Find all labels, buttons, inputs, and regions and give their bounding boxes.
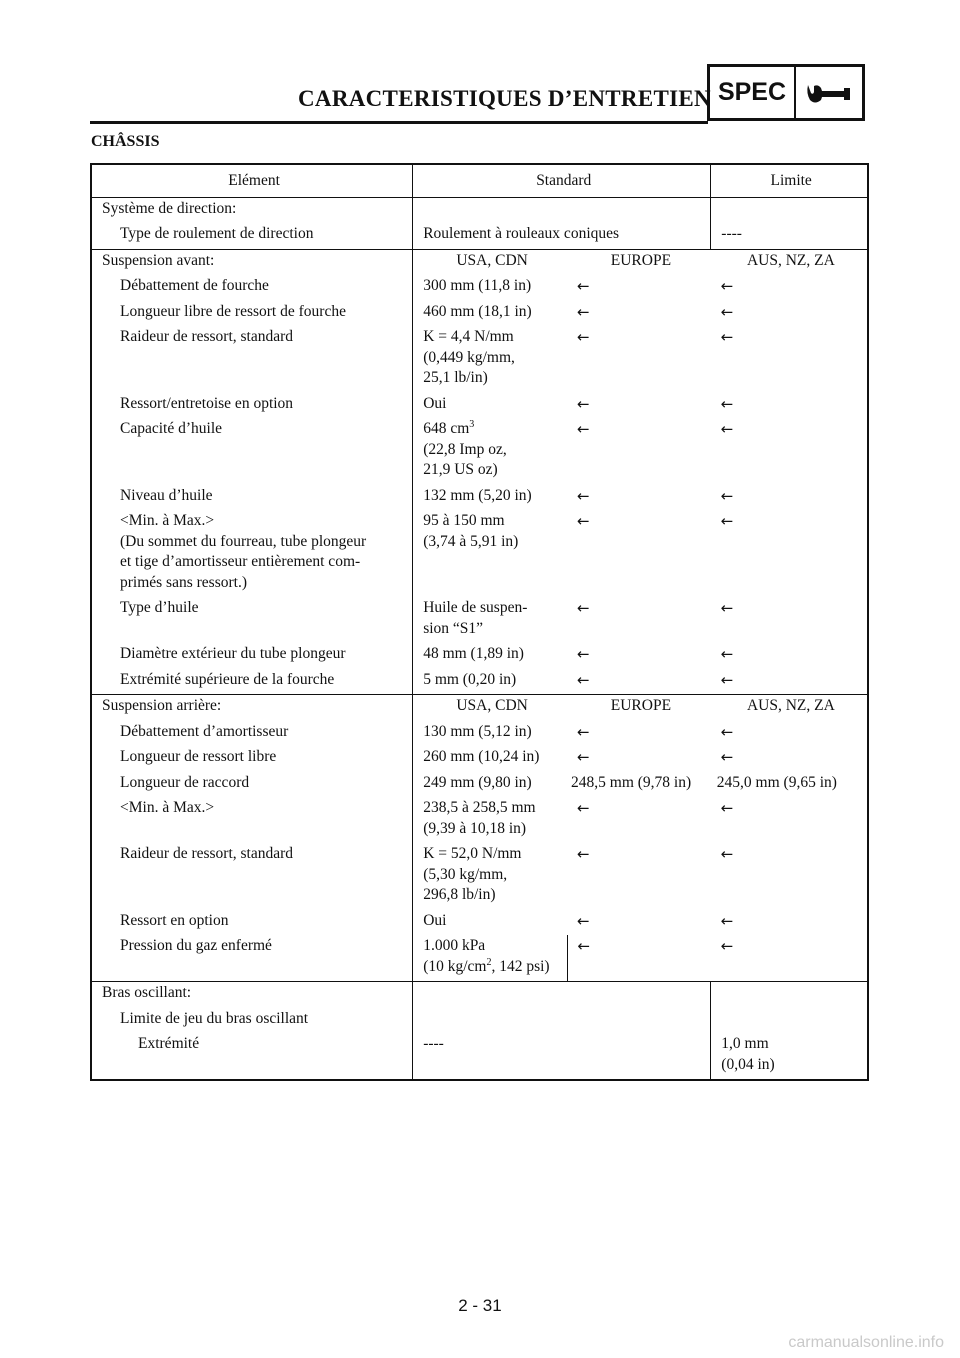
same-arrow: ← <box>577 845 590 863</box>
table-row <box>91 721 868 747</box>
rear-optional-value: Oui <box>413 910 567 936</box>
rear-spring-rate-value: K = 52,0 N/mm (5,30 kg/mm, 296,8 lb/in) <box>413 843 567 910</box>
page-number: 2 - 31 <box>458 1296 502 1315</box>
header-rule <box>90 121 708 124</box>
same-arrow: ← <box>720 670 734 689</box>
section-title: CHÂSSIS <box>91 133 160 150</box>
wrench-icon <box>796 67 862 118</box>
table-row <box>91 510 868 597</box>
table-row <box>91 843 868 910</box>
swingarm-end-limit: 1,0 mm (0,04 in) <box>711 1033 868 1080</box>
table-row <box>91 1033 868 1080</box>
same-arrow: ← <box>720 420 734 438</box>
rear-fitting-aus: 245,0 mm (9,65 in) <box>716 773 837 791</box>
spec-label: SPEC <box>710 67 796 118</box>
same-arrow: ← <box>577 420 590 438</box>
table-row <box>91 275 868 301</box>
front-travel-label: Débattement de fourche <box>120 277 269 294</box>
front-spring-rate-value: K = 4,4 N/mm (0,449 kg/mm, 25,1 lb/in) <box>413 326 567 393</box>
same-arrow: ← <box>577 512 590 530</box>
table-row <box>91 597 868 643</box>
same-arrow: ← <box>720 486 734 505</box>
same-arrow: ← <box>577 394 590 413</box>
same-arrow: ← <box>577 911 590 930</box>
same-arrow: ← <box>577 937 591 955</box>
front-oil-level-label: Niveau d’huile <box>120 486 213 504</box>
steering-bearing-limit: ---- <box>711 223 868 249</box>
same-arrow: ← <box>720 394 734 413</box>
table-row <box>91 982 868 1008</box>
same-arrow: ← <box>577 748 590 766</box>
rear-optional-label: Ressort en option <box>120 911 229 929</box>
rear-fitting-usa: 249 mm (9,80 in) <box>413 772 567 798</box>
rear-region-europe: EUROPE <box>567 695 711 721</box>
table-row <box>91 223 868 249</box>
front-title: Suspension avant: <box>91 249 413 275</box>
table-row <box>91 485 868 511</box>
swingarm-freeplay-label: Limite de jeu du bras oscillant <box>120 1009 309 1027</box>
front-oil-capacity-label: Capacité d’huile <box>120 420 222 437</box>
rear-fitting-europe: 248,5 mm (9,78 in) <box>571 773 692 791</box>
front-oil-level-value: 132 mm (5,20 in) <box>413 485 567 511</box>
rear-region-aus: AUS, NZ, ZA <box>711 695 868 721</box>
front-free-length-label: Longueur libre de ressort de fourche <box>120 302 346 320</box>
same-arrow: ← <box>720 722 734 741</box>
rear-title: Suspension arrière: <box>91 695 413 721</box>
rear-travel-label: Débattement d’amortisseur <box>120 722 289 740</box>
table-row <box>91 910 868 936</box>
rear-region-usa: USA, CDN <box>413 695 567 721</box>
steering-bearing-value: Roulement à rouleaux coniques <box>413 223 711 249</box>
front-tube-diameter-value: 48 mm (1,89 in) <box>413 643 567 669</box>
same-arrow: ← <box>720 277 734 295</box>
col-limit-header: Limite <box>711 164 868 197</box>
same-arrow: ← <box>720 845 734 863</box>
front-optional-label: Ressort/entretoise en option <box>120 394 294 412</box>
table-row <box>91 772 868 798</box>
watermark: carmanualsonline.info <box>788 1334 944 1351</box>
steering-title: Système de direction: <box>102 199 237 217</box>
table-row <box>91 393 868 419</box>
front-optional-value: Oui <box>413 393 567 419</box>
same-arrow: ← <box>720 748 734 766</box>
rear-gas-pressure-label: Pression du gaz enfermé <box>120 937 272 954</box>
spec-table <box>90 163 869 1081</box>
front-travel-value: 300 mm (11,8 in) <box>413 275 567 301</box>
same-arrow: ← <box>577 799 590 817</box>
rear-minmax-value: 238,5 à 258,5 mm (9,39 à 10,18 in) <box>413 797 567 843</box>
col-element-header: Elément <box>91 164 413 197</box>
same-arrow: ← <box>720 911 734 930</box>
same-arrow: ← <box>577 277 590 295</box>
rear-fitting-label: Longueur de raccord <box>120 773 250 791</box>
col-standard-header: Standard <box>413 164 711 197</box>
swingarm-title: Bras oscillant: <box>91 982 413 1008</box>
same-arrow: ← <box>720 799 734 817</box>
front-top-end-value: 5 mm (0,20 in) <box>413 669 567 695</box>
same-arrow: ← <box>720 937 734 955</box>
same-arrow: ← <box>577 302 590 321</box>
rear-minmax-label: <Min. à Max.> <box>120 799 215 816</box>
table-row <box>91 643 868 669</box>
table-row <box>91 746 868 772</box>
table-row <box>91 197 868 223</box>
same-arrow: ← <box>577 722 590 741</box>
same-arrow: ← <box>720 328 734 346</box>
same-arrow: ← <box>720 512 734 530</box>
rear-gas-pressure-value: 1.000 kPa (10 $kg/cm^2$, 142 psi) <box>413 935 567 982</box>
spec-badge <box>707 64 865 121</box>
table-row <box>91 1008 868 1034</box>
rear-free-length-label: Longueur de ressort libre <box>120 748 277 765</box>
front-region-aus: AUS, NZ, ZA <box>711 249 868 275</box>
table-row <box>91 695 868 721</box>
same-arrow: ← <box>720 645 734 663</box>
page-header-title: CARACTERISTIQUES D’ENTRETIEN <box>298 86 711 111</box>
table-row <box>91 301 868 327</box>
steering-bearing-label: Type de roulement de direction <box>120 225 314 242</box>
front-top-end-label: Extrémité supérieure de la fourche <box>120 670 335 688</box>
rear-spring-rate-label: Raideur de ressort, standard <box>120 845 294 862</box>
front-oil-capacity-value: 648 $cm^3$ (22,8 Imp oz, 21,9 US oz) <box>413 418 567 485</box>
same-arrow: ← <box>577 328 590 346</box>
same-arrow: ← <box>720 302 734 321</box>
table-row <box>91 249 868 275</box>
swingarm-end-label: Extrémité <box>138 1035 200 1052</box>
table-row <box>91 669 868 695</box>
same-arrow: ← <box>577 645 590 663</box>
rear-free-length-value: 260 mm (10,24 in) <box>413 746 567 772</box>
table-row <box>91 326 868 393</box>
front-oil-type-value: Huile de suspen- sion “S1” <box>413 597 567 643</box>
front-minmax-value: 95 à 150 mm (3,74 à 5,91 in) <box>413 510 567 597</box>
table-row <box>91 797 868 843</box>
table-header-row <box>91 164 868 197</box>
rear-travel-value: 130 mm (5,12 in) <box>413 721 567 747</box>
same-arrow: ← <box>577 486 590 505</box>
table-row <box>91 418 868 485</box>
same-arrow: ← <box>577 599 590 617</box>
front-tube-diameter-label: Diamètre extérieur du tube plongeur <box>120 645 346 662</box>
front-region-europe: EUROPE <box>567 249 711 275</box>
table-row <box>91 935 868 982</box>
swingarm-end-standard: ---- <box>413 1033 711 1080</box>
front-free-length-value: 460 mm (18,1 in) <box>413 301 567 327</box>
front-oil-type-label: Type d’huile <box>120 599 199 616</box>
same-arrow: ← <box>720 599 734 617</box>
front-region-usa: USA, CDN <box>413 249 567 275</box>
front-spring-rate-label: Raideur de ressort, standard <box>120 328 294 345</box>
same-arrow: ← <box>577 670 590 689</box>
front-minmax-label: <Min. à Max.> (Du sommet du fourreau, tube plongeur et tige d’amortisseur entièrement com- primés sans ressort.) <box>120 512 367 591</box>
